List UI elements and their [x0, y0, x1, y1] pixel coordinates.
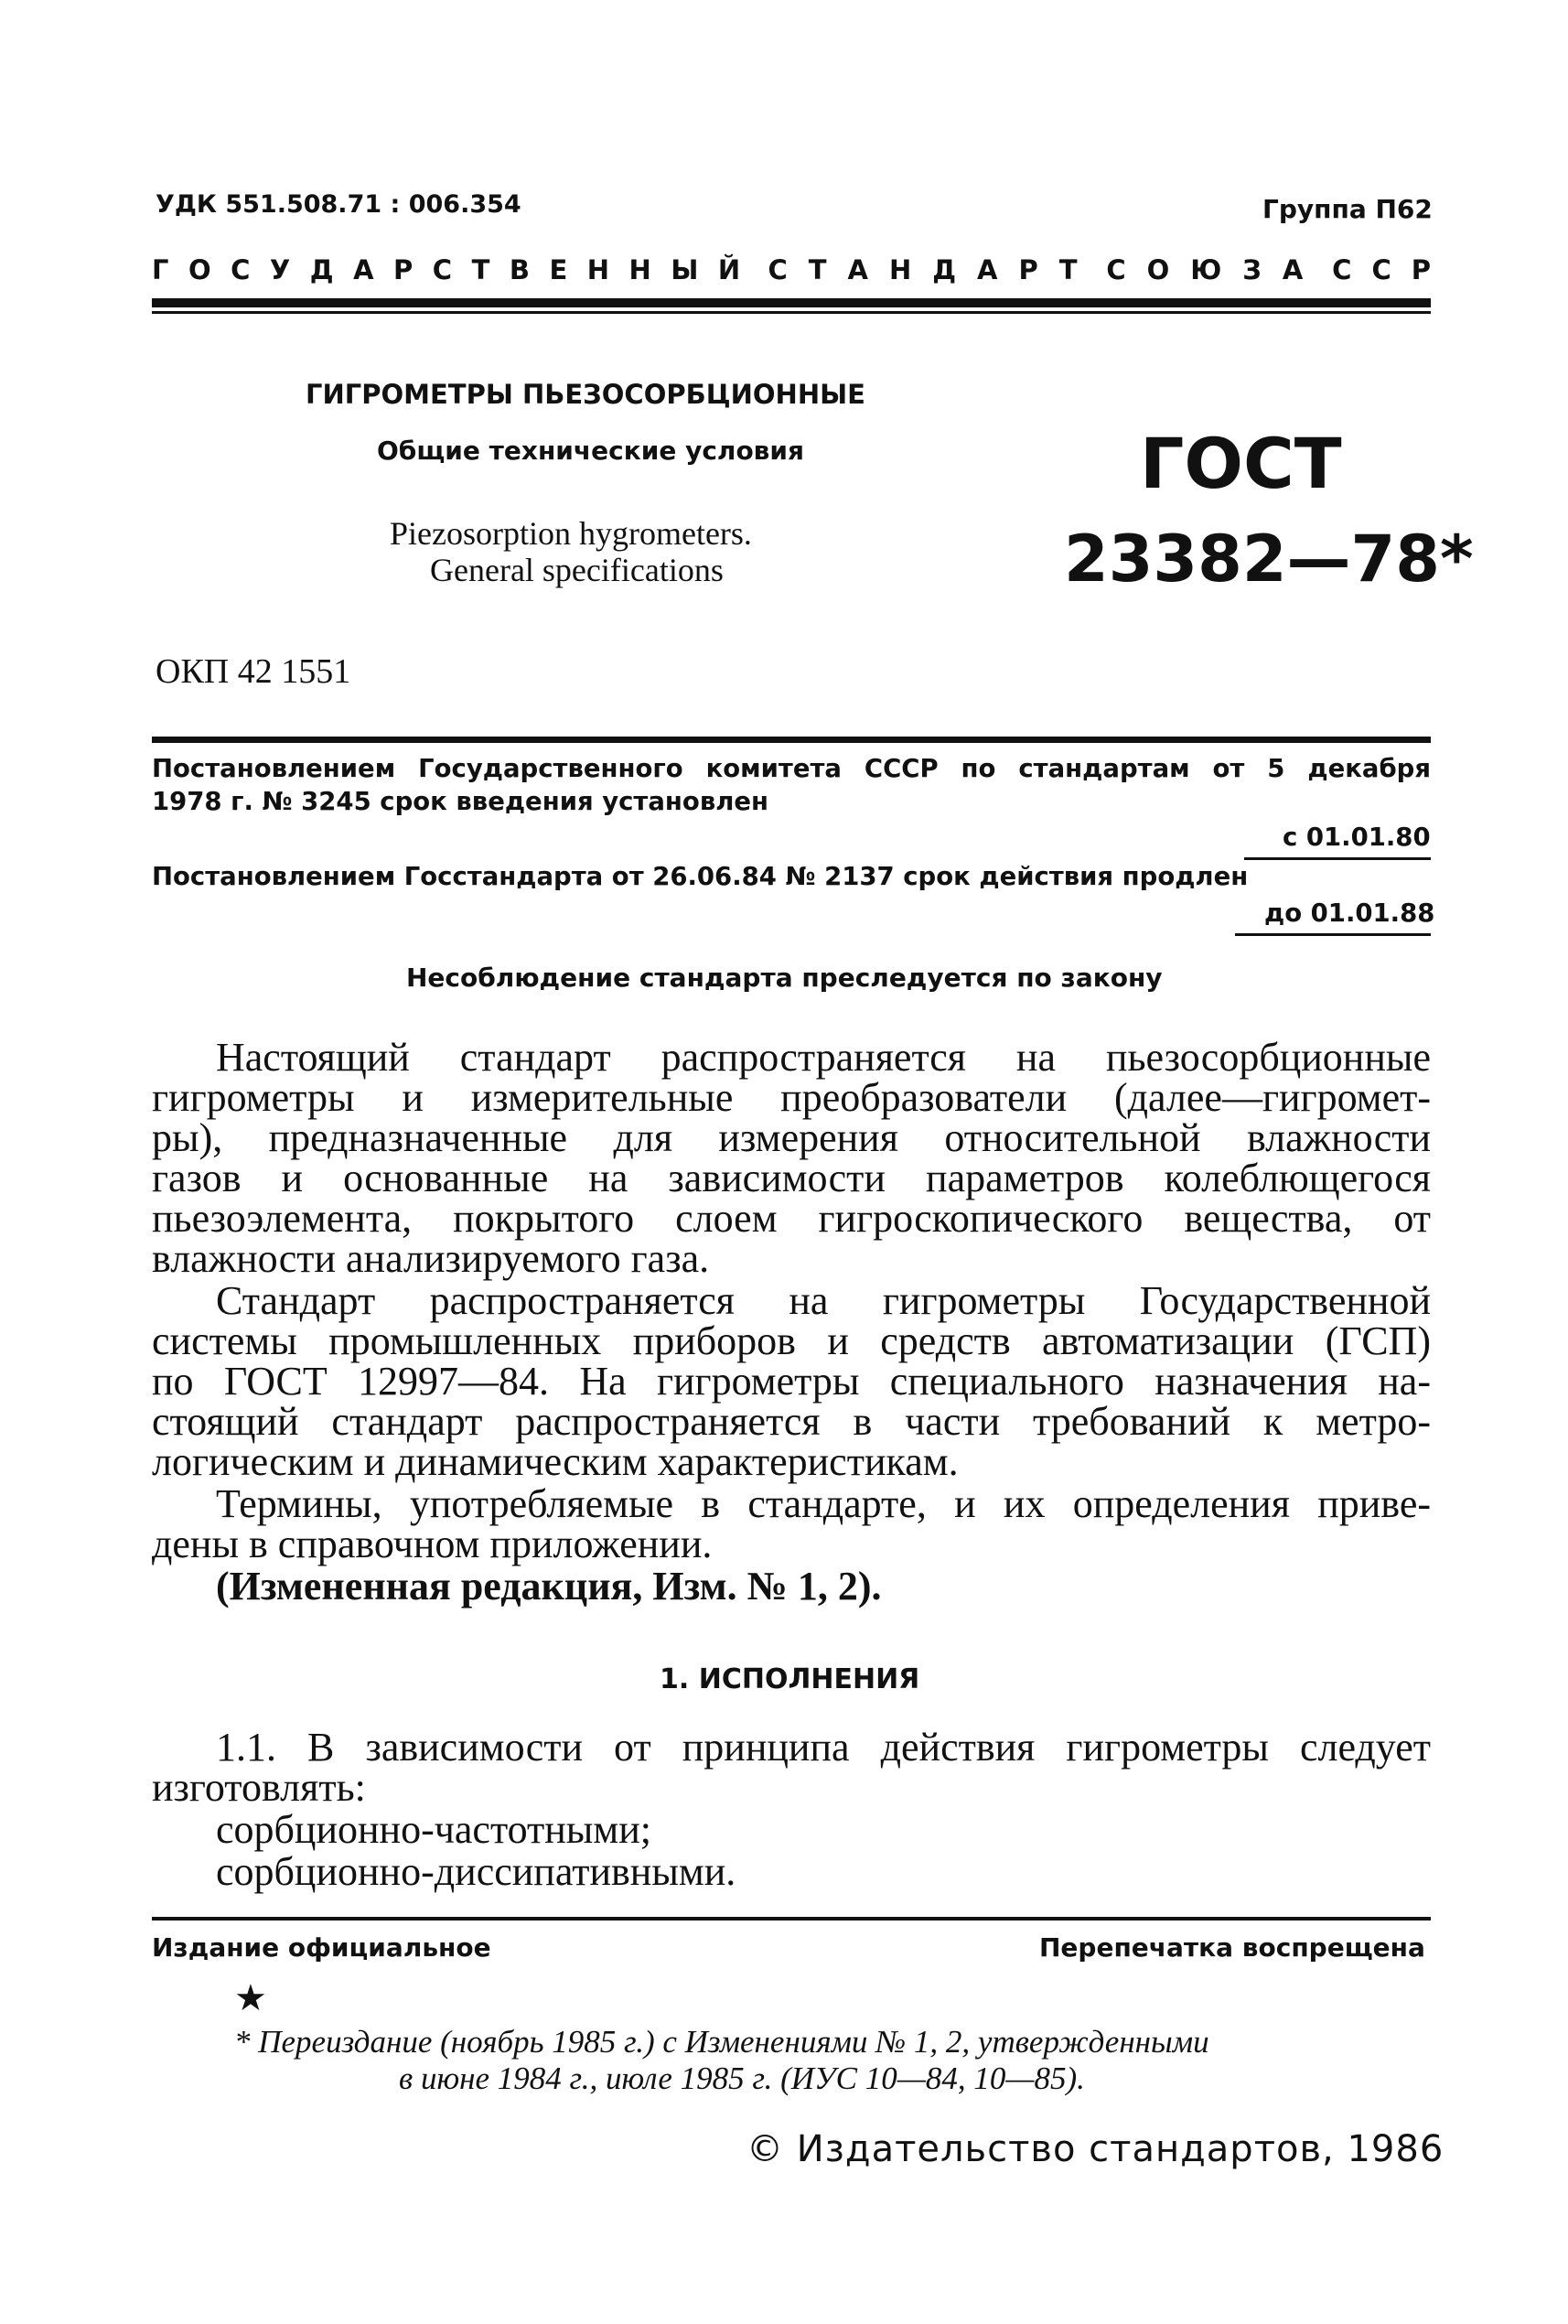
group-code: Группа П62 — [1262, 194, 1433, 224]
decree-date-until: до 01.01.88 — [1264, 898, 1435, 928]
p1-line-5: пьезоэлемента, покрытого слоем гигроскопического вещества, от — [152, 1196, 1431, 1241]
copyright: © Издательство стандартов, 1986 — [746, 2128, 1444, 2170]
section-1-1-item-2: сорбционно-диссипативными. — [216, 1849, 736, 1894]
title-en-line2: General specifications — [430, 552, 724, 588]
banner-thick-rule — [152, 298, 1431, 307]
footnote-line-1: * Переиздание (ноябрь 1985 г.) с Изменениями № 1, 2, утвержденными — [234, 2024, 1209, 2060]
decree-line-2: 1978 г. № 3245 срок введения установлен — [152, 787, 769, 816]
p2-line-2: системы промышленных приборов и средств автоматизации (ГСП) — [152, 1318, 1431, 1363]
footer-rule — [152, 1917, 1431, 1921]
p3-line-2: дены в справочном приложении. — [152, 1522, 713, 1566]
p1-line-1: Настоящий стандарт распространяется на пьезосорбционные — [216, 1035, 1431, 1080]
section-1-1-line-2: изготовлять: — [152, 1765, 366, 1810]
udk-code: УДК 551.508.71 : 006.354 — [156, 190, 521, 219]
reprint-prohibited: Перепечатка воспрещена — [1039, 1932, 1425, 1963]
amendment-note: (Измененная редакция, Изм. № 1, 2). — [216, 1564, 882, 1609]
p1-line-2: гигрометры и измерительные преобразователи (далее—гигромет- — [152, 1075, 1431, 1120]
state-standard-banner — [152, 254, 1451, 285]
title-en-line1: Piezosorption hygrometers. — [390, 515, 752, 552]
footnote-line-2: в июне 1984 г., июле 1985 г. (ИУС 10—84, 10—85). — [399, 2060, 1085, 2096]
date-until-underline — [1235, 933, 1431, 936]
banner-word-1: ГОСУДАРСТВЕННЫЙ — [152, 254, 760, 285]
okp-code: ОКП 42 1551 — [156, 652, 351, 691]
p1-line-3: ры), предназначенные для измерения относительной влажности — [152, 1115, 1431, 1160]
banner-word-3: СОЮЗА — [1106, 254, 1325, 285]
section-1-1-item-1: сорбционно-частотными; — [216, 1807, 651, 1852]
title-ru: ГИГРОМЕТРЫ ПЬЕЗОСОРБЦИОННЫЕ — [306, 379, 865, 410]
star-icon: ★ — [234, 1977, 267, 2018]
date-intro-underline — [1244, 857, 1431, 860]
gost-label: ГОСТ — [1140, 423, 1342, 504]
subtitle-ru: Общие технические условия — [377, 436, 804, 466]
p2-line-4: стоящий стандарт распространяется в части требований к метро- — [152, 1399, 1431, 1444]
p2-line-3: по ГОСТ 12997—84. На гигрометры специального назначения на- — [152, 1359, 1431, 1404]
p1-line-6: влажности анализируемого газа. — [152, 1236, 710, 1281]
p3-line-1: Термины, употребляемые в стандарте, и их определения приве- — [216, 1481, 1431, 1526]
decree-line-3: Постановлением Госстандарта от 26.06.84 № 2137 срок действия продлен — [152, 862, 1249, 891]
section-title: 1. ИСПОЛНЕНИЯ — [660, 1663, 920, 1695]
section-1-1-line-1: 1.1. В зависимости от принципа действия гигрометры следует — [216, 1725, 1431, 1770]
banner-thin-rule — [152, 311, 1431, 314]
p1-line-4: газов и основанные на зависимости параметров колеблющегося — [152, 1156, 1431, 1200]
decree-date-intro: с 01.01.80 — [1283, 823, 1431, 852]
gost-number: 23382—78* — [1064, 522, 1474, 597]
title-block-rule — [152, 737, 1431, 743]
banner-word-2: СТАНДАРТ — [768, 254, 1099, 285]
legal-notice: Несоблюдение стандарта преследуется по закону — [406, 963, 1163, 993]
decree-line-1: Постановлением Государственного комитета СССР по стандартам от 5 декабря — [152, 754, 1431, 783]
official-edition: Издание официальное — [152, 1932, 491, 1963]
banner-word-4: ССР — [1332, 254, 1451, 285]
p2-line-1: Стандарт распространяется на гигрометры Государственной — [216, 1278, 1431, 1323]
p2-line-5: логическим и динамическим характеристикам. — [152, 1439, 959, 1484]
